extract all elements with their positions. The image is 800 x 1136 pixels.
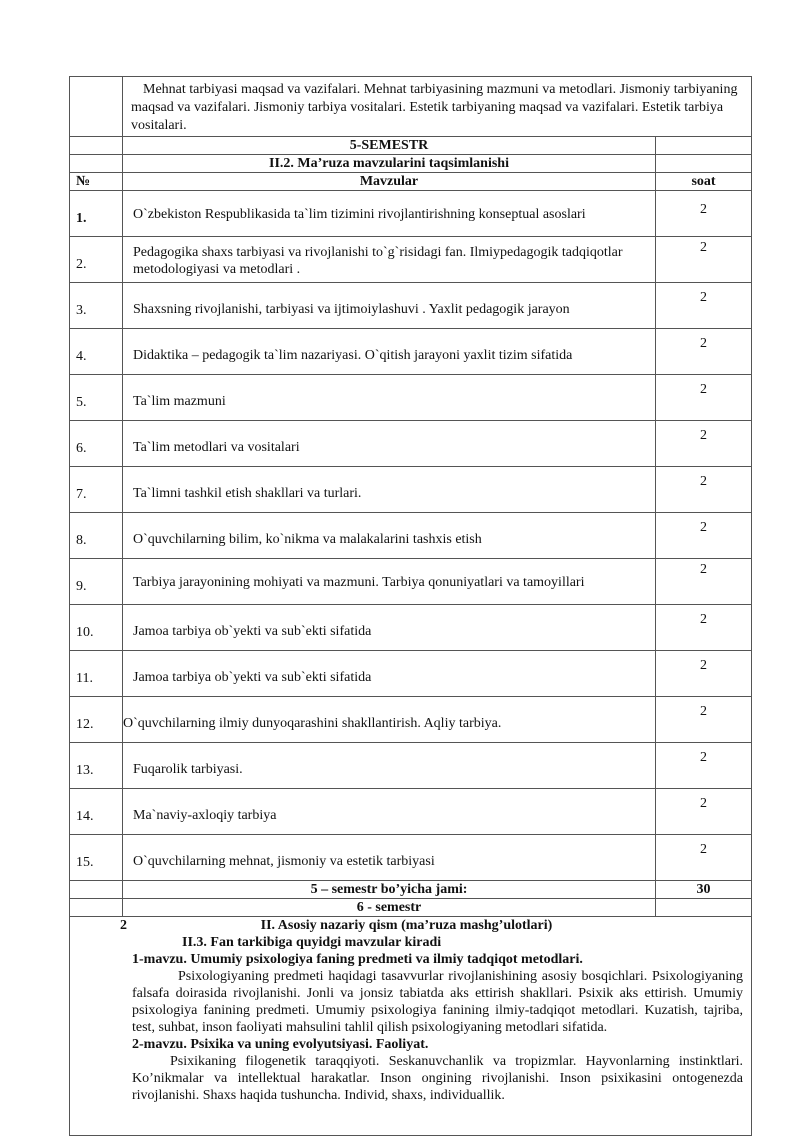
column-header-hours: soat bbox=[656, 173, 752, 191]
table-row bbox=[70, 329, 752, 375]
row-hours: 2 bbox=[656, 421, 752, 467]
section-subheading: II.3. Fan tarkibiga quyidgi mavzular kiradi bbox=[182, 935, 442, 950]
row-hours: 2 bbox=[656, 789, 752, 835]
row-hours: 2 bbox=[656, 651, 752, 697]
topic2-text: Psixikaning filogenetik taraqqiyoti. Seskanuvchanlik va tropizmlar. Hayvonlarning instinktlari. Ko’nikmalar va intellektual harakatlar. Inson ongining rivojlanishi. Inson psixikasini ontogenezda rivojlanishi. Shaxs haqida tushuncha. Individ, shaxs, individuallik. bbox=[132, 1054, 743, 1103]
semester6-title: 6 - semestr bbox=[123, 899, 656, 917]
semester5-title: 5-SEMESTR bbox=[123, 137, 656, 155]
row-topic: Tarbiya jarayonining mohiyati va mazmuni. Tarbiya qonuniyatlari va tamoyillari bbox=[123, 559, 656, 605]
semester5-subtitle-row bbox=[70, 155, 752, 173]
table-row bbox=[70, 375, 752, 421]
table-row bbox=[70, 513, 752, 559]
intro-empty-cell bbox=[70, 77, 123, 137]
row-number: 14. bbox=[70, 789, 123, 835]
row-topic: O`zbekiston Respublikasida ta`lim tizimini rivojlantirishning konseptual asoslari bbox=[123, 191, 656, 237]
table-row bbox=[70, 191, 752, 237]
topic2-title: 2-mavzu. Psixika va uning evolyutsiyasi. Faoliyat. bbox=[132, 1037, 429, 1052]
row-number: 13. bbox=[70, 743, 123, 789]
row-hours: 2 bbox=[656, 605, 752, 651]
row-number: 7. bbox=[70, 467, 123, 513]
section-number: 2 bbox=[120, 918, 127, 933]
row-number: 8. bbox=[70, 513, 123, 559]
intro-row bbox=[70, 77, 752, 137]
row-number: 6. bbox=[70, 421, 123, 467]
topic1-text: Psixologiyaning predmeti haqidagi tasavvurlar rivojlanishining asosiy bosqichlari. Psixologiyaning falsafa doirasida rivojlanishi. Jonli va jonsiz tabiatda aks ettirish shakllari. Psixik aks ettirish. Umumiy psixologiya fanining predmeti. Umumiy psixologiya fanining ilmiy-tadqiqot metodlari. Kuzatish, tajriba, test, suhbat, inson faoliyati mahsulini tahlil qilish psixologiyaning metodlari sifatida. bbox=[132, 969, 743, 1035]
row-number: 1. bbox=[70, 191, 123, 237]
row-topic: Pedagogika shaxs tarbiyasi va rivojlanishi to`g`risidagi fan. Ilmiypedagogik tadqiqotlar metodologiyasi va metodlari . bbox=[123, 237, 656, 283]
table-row bbox=[70, 467, 752, 513]
row-number: 9. bbox=[70, 559, 123, 605]
row-topic: Ta`lim metodlari va vositalari bbox=[123, 421, 656, 467]
row-number: 15. bbox=[70, 835, 123, 881]
row-number: 12. bbox=[70, 697, 123, 743]
row-topic: Jamoa tarbiya ob`yekti va sub`ekti sifatida bbox=[123, 651, 656, 697]
row-hours: 2 bbox=[656, 835, 752, 881]
row-hours: 2 bbox=[656, 237, 752, 283]
row-topic: O`quvchilarning ilmiy dunyoqarashini shakllantirish. Aqliy tarbiya. bbox=[123, 697, 656, 743]
row-number: 3. bbox=[70, 283, 123, 329]
semester6-content-row bbox=[70, 917, 752, 1136]
row-number: 10. bbox=[70, 605, 123, 651]
row-hours: 2 bbox=[656, 375, 752, 421]
table-row bbox=[70, 743, 752, 789]
row-topic: O`quvchilarning mehnat, jismoniy va estetik tarbiyasi bbox=[123, 835, 656, 881]
row-number: 2. bbox=[70, 237, 123, 283]
row-topic: Didaktika – pedagogik ta`lim nazariyasi. O`qitish jarayoni yaxlit tizim sifatida bbox=[123, 329, 656, 375]
row-hours: 2 bbox=[656, 743, 752, 789]
document-page bbox=[69, 76, 752, 1136]
table-row bbox=[70, 421, 752, 467]
table-row bbox=[70, 697, 752, 743]
table-row bbox=[70, 651, 752, 697]
row-hours: 2 bbox=[656, 191, 752, 237]
semester5-subtitle: II.2. Ma’ruza mavzularini taqsimlanishi bbox=[123, 155, 656, 173]
table-row bbox=[70, 789, 752, 835]
total-row bbox=[70, 881, 752, 899]
total-value: 30 bbox=[656, 881, 752, 899]
total-label: 5 – semestr bo’yicha jami: bbox=[123, 881, 656, 899]
row-hours: 2 bbox=[656, 697, 752, 743]
table-row bbox=[70, 237, 752, 283]
row-hours: 2 bbox=[656, 559, 752, 605]
row-topic: O`quvchilarning bilim, ko`nikma va malakalarini tashxis etish bbox=[123, 513, 656, 559]
row-hours: 2 bbox=[656, 283, 752, 329]
row-number: 5. bbox=[70, 375, 123, 421]
row-topic: Ma`naviy-axloqiy tarbiya bbox=[123, 789, 656, 835]
semester6-content bbox=[70, 917, 752, 1136]
curriculum-table bbox=[69, 76, 752, 1136]
row-number: 11. bbox=[70, 651, 123, 697]
row-topic: Ta`limni tashkil etish shakllari va turlari. bbox=[123, 467, 656, 513]
semester6-title-row bbox=[70, 899, 752, 917]
column-header-topic: Mavzular bbox=[123, 173, 656, 191]
row-hours: 2 bbox=[656, 329, 752, 375]
topic1-title: 1-mavzu. Umumiy psixologiya faning predmeti va ilmiy tadqiqot metodlari. bbox=[132, 952, 583, 967]
row-hours: 2 bbox=[656, 467, 752, 513]
row-topic: Ta`lim mazmuni bbox=[123, 375, 656, 421]
table-row bbox=[70, 283, 752, 329]
section-heading: II. Asosiy nazariy qism (ma’ruza mashg’ulotlari) bbox=[260, 918, 553, 933]
row-topic: Jamoa tarbiya ob`yekti va sub`ekti sifatida bbox=[123, 605, 656, 651]
row-topic: Fuqarolik tarbiyasi. bbox=[123, 743, 656, 789]
row-hours: 2 bbox=[656, 513, 752, 559]
row-number: 4. bbox=[70, 329, 123, 375]
table-header-row bbox=[70, 173, 752, 191]
semester5-title-row bbox=[70, 137, 752, 155]
row-topic: Shaxsning rivojlanishi, tarbiyasi va ijtimoiylashuvi . Yaxlit pedagogik jarayon bbox=[123, 283, 656, 329]
table-row bbox=[70, 605, 752, 651]
column-header-no: № bbox=[70, 173, 123, 191]
table-row bbox=[70, 559, 752, 605]
table-row bbox=[70, 835, 752, 881]
intro-text: Mehnat tarbiyasi maqsad va vazifalari. Mehnat tarbiyasining mazmuni va metodlari. Jismoniy tarbiyaning maqsad va vazifalari. Jismoniy tarbiya vositalari. Estetik tarbiyaning maqsad va vazifalari. Estetik tarbiya vositalari. bbox=[123, 77, 752, 137]
